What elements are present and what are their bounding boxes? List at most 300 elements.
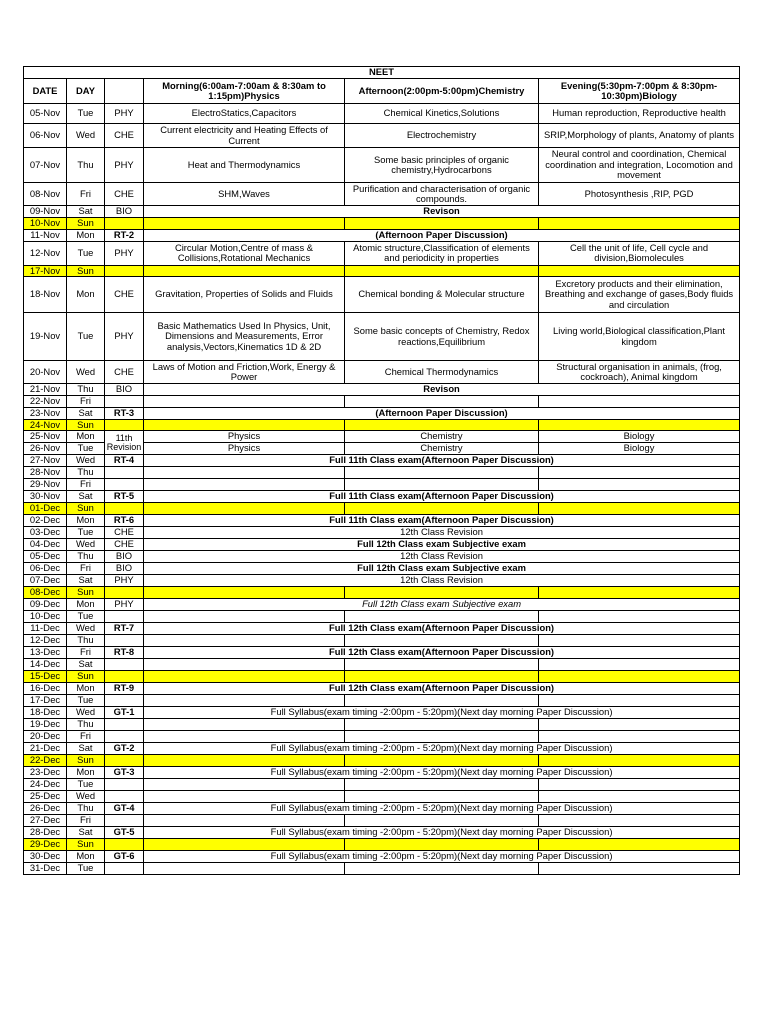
- day-cell: Wed: [67, 124, 105, 148]
- afternoon-cell: [345, 839, 539, 851]
- subject-code-cell: [105, 815, 144, 827]
- subject-code-cell: RT-4: [105, 455, 144, 467]
- day-cell: Mon: [67, 851, 105, 863]
- day-cell: Mon: [67, 599, 105, 611]
- date-cell: 30-Dec: [24, 851, 67, 863]
- date-cell: 09-Nov: [24, 206, 67, 218]
- subject-code-cell: BIO: [105, 551, 144, 563]
- evening-cell: [539, 839, 740, 851]
- morning-cell: [144, 479, 345, 491]
- subject-code-cell: [105, 779, 144, 791]
- table-row: [24, 599, 740, 611]
- date-cell: 10-Nov: [24, 218, 67, 230]
- afternoon-cell: [345, 218, 539, 230]
- afternoon-cell: [345, 755, 539, 767]
- evening-cell: [539, 671, 740, 683]
- table-row: [24, 491, 740, 503]
- header-evening: Evening(5:30pm-7:00pm & 8:30pm-10:30pm)Biology: [539, 79, 740, 104]
- subject-code-cell: [105, 671, 144, 683]
- date-cell: 11-Nov: [24, 229, 67, 241]
- morning-cell: [144, 815, 345, 827]
- day-cell: Sat: [67, 659, 105, 671]
- subject-code-cell: CHE: [105, 539, 144, 551]
- day-cell: Sat: [67, 827, 105, 839]
- morning-cell: Current electricity and Heating Effects of Current: [144, 124, 345, 148]
- evening-cell: [539, 467, 740, 479]
- day-cell: Fri: [67, 647, 105, 659]
- date-cell: 20-Dec: [24, 731, 67, 743]
- table-row: [24, 755, 740, 767]
- day-cell: Thu: [67, 384, 105, 396]
- span-cell: Full 12th Class exam(Afternoon Paper Discussion): [144, 623, 740, 635]
- date-cell: 30-Nov: [24, 491, 67, 503]
- subject-code-cell: 11th Revision: [105, 431, 144, 455]
- table-row: [24, 659, 740, 671]
- morning-cell: [144, 396, 345, 408]
- morning-cell: Physics: [144, 431, 345, 443]
- date-cell: 28-Dec: [24, 827, 67, 839]
- day-cell: Wed: [67, 539, 105, 551]
- morning-cell: [144, 695, 345, 707]
- subject-code-cell: [105, 731, 144, 743]
- day-cell: Thu: [67, 803, 105, 815]
- day-cell: Tue: [67, 241, 105, 265]
- date-cell: 07-Nov: [24, 148, 67, 183]
- day-cell: Wed: [67, 707, 105, 719]
- afternoon-cell: [345, 779, 539, 791]
- evening-cell: Biology: [539, 443, 740, 455]
- subject-code-cell: [105, 479, 144, 491]
- span-cell: Full 12th Class exam(Afternoon Paper Discussion): [144, 683, 740, 695]
- afternoon-cell: [345, 479, 539, 491]
- span-cell: Full Syllabus(exam timing -2:00pm - 5:20pm)(Next day morning Paper Discussion): [144, 707, 740, 719]
- day-cell: Sun: [67, 755, 105, 767]
- morning-cell: [144, 755, 345, 767]
- date-cell: 29-Dec: [24, 839, 67, 851]
- table-row: [24, 827, 740, 839]
- table-row: [24, 539, 740, 551]
- date-cell: 09-Dec: [24, 599, 67, 611]
- evening-cell: Excretory products and their elimination, Breathing and exchange of gases,Body fluids and circulation: [539, 277, 740, 313]
- day-cell: Wed: [67, 361, 105, 384]
- afternoon-cell: [345, 815, 539, 827]
- table-row: [24, 587, 740, 599]
- date-cell: 19-Nov: [24, 313, 67, 361]
- table-row: [24, 731, 740, 743]
- table-row: [24, 124, 740, 148]
- date-cell: 08-Nov: [24, 183, 67, 206]
- neet-schedule-table: [23, 66, 740, 875]
- subject-code-cell: RT-9: [105, 683, 144, 695]
- date-cell: 08-Dec: [24, 587, 67, 599]
- morning-cell: [144, 863, 345, 875]
- afternoon-cell: [345, 503, 539, 515]
- evening-cell: Neural control and coordination, Chemical coordination and integration, Locomotion and movement: [539, 148, 740, 183]
- date-cell: 26-Nov: [24, 443, 67, 455]
- day-cell: Thu: [67, 551, 105, 563]
- day-cell: Tue: [67, 695, 105, 707]
- date-cell: 12-Dec: [24, 635, 67, 647]
- evening-cell: [539, 396, 740, 408]
- span-cell: Full 12th Class exam Subjective exam: [144, 599, 740, 611]
- morning-cell: [144, 671, 345, 683]
- table-row: [24, 431, 740, 443]
- afternoon-cell: Chemistry: [345, 443, 539, 455]
- table-row: [24, 407, 740, 419]
- evening-cell: [539, 218, 740, 230]
- evening-cell: Cell the unit of life, Cell cycle and division,Biomolecules: [539, 241, 740, 265]
- day-cell: Mon: [67, 277, 105, 313]
- day-cell: Sat: [67, 575, 105, 587]
- day-cell: Thu: [67, 635, 105, 647]
- morning-cell: Laws of Motion and Friction,Work, Energy & Power: [144, 361, 345, 384]
- schedule-body: [24, 104, 740, 875]
- day-cell: Wed: [67, 455, 105, 467]
- evening-cell: [539, 731, 740, 743]
- morning-cell: [144, 731, 345, 743]
- table-row: [24, 527, 740, 539]
- table-row: [24, 277, 740, 313]
- table-row: [24, 803, 740, 815]
- subject-code-cell: [105, 863, 144, 875]
- morning-cell: [144, 611, 345, 623]
- date-cell: 12-Nov: [24, 241, 67, 265]
- evening-cell: [539, 479, 740, 491]
- afternoon-cell: [345, 719, 539, 731]
- morning-cell: Heat and Thermodynamics: [144, 148, 345, 183]
- evening-cell: Biology: [539, 431, 740, 443]
- span-cell: Full Syllabus(exam timing -2:00pm - 5:20pm)(Next day morning Paper Discussion): [144, 851, 740, 863]
- span-cell: Full Syllabus(exam timing -2:00pm - 5:20pm)(Next day morning Paper Discussion): [144, 827, 740, 839]
- table-row: [24, 229, 740, 241]
- header-day: DAY: [67, 79, 105, 104]
- day-cell: Tue: [67, 104, 105, 124]
- span-cell: (Afternoon Paper Discussion): [144, 229, 740, 241]
- date-cell: 21-Dec: [24, 743, 67, 755]
- afternoon-cell: [345, 671, 539, 683]
- day-cell: Fri: [67, 183, 105, 206]
- table-row: [24, 791, 740, 803]
- table-row: [24, 148, 740, 183]
- day-cell: Sat: [67, 206, 105, 218]
- span-cell: Full Syllabus(exam timing -2:00pm - 5:20pm)(Next day morning Paper Discussion): [144, 803, 740, 815]
- date-cell: 02-Dec: [24, 515, 67, 527]
- date-cell: 03-Dec: [24, 527, 67, 539]
- evening-cell: Living world,Biological classification,Plant kingdom: [539, 313, 740, 361]
- table-row: [24, 396, 740, 408]
- afternoon-cell: Purification and characterisation of organic compounds.: [345, 183, 539, 206]
- table-row: [24, 707, 740, 719]
- date-cell: 15-Dec: [24, 671, 67, 683]
- day-cell: Fri: [67, 815, 105, 827]
- afternoon-cell: Some basic concepts of Chemistry, Redox reactions,Equilibrium: [345, 313, 539, 361]
- subject-code-cell: BIO: [105, 563, 144, 575]
- evening-cell: [539, 503, 740, 515]
- day-cell: Mon: [67, 229, 105, 241]
- day-cell: Fri: [67, 563, 105, 575]
- evening-cell: [539, 419, 740, 431]
- morning-cell: [144, 587, 345, 599]
- table-row: [24, 479, 740, 491]
- table-row: [24, 563, 740, 575]
- day-cell: Sun: [67, 839, 105, 851]
- table-row: [24, 635, 740, 647]
- date-cell: 10-Dec: [24, 611, 67, 623]
- table-row: [24, 384, 740, 396]
- subject-code-cell: CHE: [105, 183, 144, 206]
- table-row: [24, 419, 740, 431]
- day-cell: Tue: [67, 313, 105, 361]
- morning-cell: [144, 635, 345, 647]
- subject-code-cell: [105, 218, 144, 230]
- span-cell: Revison: [144, 384, 740, 396]
- day-cell: Sun: [67, 265, 105, 277]
- subject-code-cell: [105, 635, 144, 647]
- table-row: [24, 851, 740, 863]
- morning-cell: [144, 779, 345, 791]
- afternoon-cell: [345, 659, 539, 671]
- day-cell: Sat: [67, 407, 105, 419]
- date-cell: 25-Nov: [24, 431, 67, 443]
- table-row: [24, 104, 740, 124]
- date-cell: 06-Dec: [24, 563, 67, 575]
- date-cell: 13-Dec: [24, 647, 67, 659]
- table-row: [24, 503, 740, 515]
- afternoon-cell: Chemical Kinetics,Solutions: [345, 104, 539, 124]
- subject-code-cell: PHY: [105, 148, 144, 183]
- table-row: [24, 623, 740, 635]
- afternoon-cell: [345, 635, 539, 647]
- morning-cell: [144, 719, 345, 731]
- morning-cell: Physics: [144, 443, 345, 455]
- afternoon-cell: [345, 265, 539, 277]
- span-cell: Full 11th Class exam(Afternoon Paper Discussion): [144, 491, 740, 503]
- day-cell: Tue: [67, 443, 105, 455]
- subject-code-cell: RT-3: [105, 407, 144, 419]
- subject-code-cell: GT-3: [105, 767, 144, 779]
- afternoon-cell: [345, 611, 539, 623]
- subject-code-cell: RT-6: [105, 515, 144, 527]
- table-row: [24, 183, 740, 206]
- table-row: [24, 265, 740, 277]
- date-cell: 23-Dec: [24, 767, 67, 779]
- day-cell: Tue: [67, 611, 105, 623]
- date-cell: 27-Dec: [24, 815, 67, 827]
- subject-code-cell: [105, 659, 144, 671]
- evening-cell: [539, 719, 740, 731]
- day-cell: Wed: [67, 791, 105, 803]
- subject-code-cell: [105, 839, 144, 851]
- evening-cell: [539, 611, 740, 623]
- day-cell: Sun: [67, 218, 105, 230]
- subject-code-cell: PHY: [105, 313, 144, 361]
- date-cell: 05-Nov: [24, 104, 67, 124]
- subject-code-cell: PHY: [105, 599, 144, 611]
- subject-code-cell: GT-4: [105, 803, 144, 815]
- evening-cell: SRIP,Morphology of plants, Anatomy of plants: [539, 124, 740, 148]
- afternoon-cell: Chemical Thermodynamics: [345, 361, 539, 384]
- day-cell: Sun: [67, 503, 105, 515]
- subject-code-cell: GT-1: [105, 707, 144, 719]
- date-cell: 18-Dec: [24, 707, 67, 719]
- subject-code-cell: GT-2: [105, 743, 144, 755]
- evening-cell: [539, 863, 740, 875]
- span-cell: Revison: [144, 206, 740, 218]
- morning-cell: [144, 419, 345, 431]
- subject-code-cell: [105, 503, 144, 515]
- subject-code-cell: CHE: [105, 124, 144, 148]
- header-morning: Morning(6:00am-7:00am & 8:30am to 1:15pm)Physics: [144, 79, 345, 104]
- date-cell: 20-Nov: [24, 361, 67, 384]
- day-cell: Sun: [67, 419, 105, 431]
- evening-cell: Human reproduction, Reproductive health: [539, 104, 740, 124]
- evening-cell: [539, 791, 740, 803]
- table-row: [24, 218, 740, 230]
- afternoon-cell: Atomic structure,Classification of elements and periodicity in properties: [345, 241, 539, 265]
- date-cell: 25-Dec: [24, 791, 67, 803]
- span-cell: Full 11th Class exam(Afternoon Paper Discussion): [144, 515, 740, 527]
- morning-cell: [144, 659, 345, 671]
- span-cell: Full 12th Class exam Subjective exam: [144, 563, 740, 575]
- date-cell: 11-Dec: [24, 623, 67, 635]
- date-cell: 07-Dec: [24, 575, 67, 587]
- day-cell: Wed: [67, 623, 105, 635]
- subject-code-cell: RT-5: [105, 491, 144, 503]
- evening-cell: [539, 815, 740, 827]
- afternoon-cell: [345, 731, 539, 743]
- evening-cell: [539, 695, 740, 707]
- table-row: [24, 719, 740, 731]
- subject-code-cell: CHE: [105, 527, 144, 539]
- table-row: [24, 779, 740, 791]
- evening-cell: [539, 779, 740, 791]
- morning-cell: SHM,Waves: [144, 183, 345, 206]
- header-code: [105, 79, 144, 104]
- table-row: [24, 743, 740, 755]
- table-row: [24, 206, 740, 218]
- header-afternoon: Afternoon(2:00pm-5:00pm)Chemistry: [345, 79, 539, 104]
- date-cell: 23-Nov: [24, 407, 67, 419]
- morning-cell: ElectroStatics,Capacitors: [144, 104, 345, 124]
- subject-code-cell: GT-6: [105, 851, 144, 863]
- subject-code-cell: RT-8: [105, 647, 144, 659]
- afternoon-cell: Some basic principles of organic chemistry,Hydrocarbons: [345, 148, 539, 183]
- afternoon-cell: [345, 467, 539, 479]
- subject-code-cell: BIO: [105, 206, 144, 218]
- table-row: [24, 551, 740, 563]
- date-cell: 21-Nov: [24, 384, 67, 396]
- date-cell: 01-Dec: [24, 503, 67, 515]
- morning-cell: Gravitation, Properties of Solids and Fluids: [144, 277, 345, 313]
- subject-code-cell: [105, 755, 144, 767]
- morning-cell: [144, 791, 345, 803]
- span-cell: 12th Class Revision: [144, 527, 740, 539]
- day-cell: Thu: [67, 719, 105, 731]
- evening-cell: [539, 659, 740, 671]
- afternoon-cell: [345, 863, 539, 875]
- span-cell: Full 11th Class exam(Afternoon Paper Discussion): [144, 455, 740, 467]
- span-cell: Full 12th Class exam Subjective exam: [144, 539, 740, 551]
- afternoon-cell: Electrochemistry: [345, 124, 539, 148]
- date-cell: 31-Dec: [24, 863, 67, 875]
- evening-cell: [539, 755, 740, 767]
- day-cell: Tue: [67, 779, 105, 791]
- header-row: [24, 79, 740, 104]
- date-cell: 18-Nov: [24, 277, 67, 313]
- afternoon-cell: [345, 791, 539, 803]
- date-cell: 22-Dec: [24, 755, 67, 767]
- table-row: [24, 647, 740, 659]
- subject-code-cell: [105, 695, 144, 707]
- date-cell: 17-Nov: [24, 265, 67, 277]
- afternoon-cell: [345, 396, 539, 408]
- table-title: NEET: [24, 67, 740, 79]
- table-row: [24, 863, 740, 875]
- evening-cell: [539, 635, 740, 647]
- morning-cell: Circular Motion,Centre of mass & Collisions,Rotational Mechanics: [144, 241, 345, 265]
- table-row: [24, 815, 740, 827]
- date-cell: 24-Nov: [24, 419, 67, 431]
- date-cell: 24-Dec: [24, 779, 67, 791]
- subject-code-cell: PHY: [105, 241, 144, 265]
- date-cell: 22-Nov: [24, 396, 67, 408]
- subject-code-cell: RT-7: [105, 623, 144, 635]
- date-cell: 06-Nov: [24, 124, 67, 148]
- day-cell: Thu: [67, 148, 105, 183]
- table-row: [24, 575, 740, 587]
- subject-code-cell: [105, 467, 144, 479]
- afternoon-cell: [345, 419, 539, 431]
- span-cell: 12th Class Revision: [144, 551, 740, 563]
- morning-cell: [144, 265, 345, 277]
- date-cell: 14-Dec: [24, 659, 67, 671]
- day-cell: Mon: [67, 683, 105, 695]
- morning-cell: Basic Mathematics Used In Physics, Unit, Dimensions and Measurements, Error analysis,Vectors,Kinematics 1D & 2D: [144, 313, 345, 361]
- date-cell: 29-Nov: [24, 479, 67, 491]
- date-cell: 04-Dec: [24, 539, 67, 551]
- date-cell: 26-Dec: [24, 803, 67, 815]
- evening-cell: Photosynthesis ,RIP, PGD: [539, 183, 740, 206]
- span-cell: (Afternoon Paper Discussion): [144, 407, 740, 419]
- title-row: [24, 67, 740, 79]
- table-row: [24, 695, 740, 707]
- afternoon-cell: [345, 587, 539, 599]
- subject-code-cell: [105, 419, 144, 431]
- date-cell: 05-Dec: [24, 551, 67, 563]
- date-cell: 27-Nov: [24, 455, 67, 467]
- day-cell: Sun: [67, 587, 105, 599]
- span-cell: Full 12th Class exam(Afternoon Paper Discussion): [144, 647, 740, 659]
- span-cell: Full Syllabus(exam timing -2:00pm - 5:20pm)(Next day morning Paper Discussion): [144, 767, 740, 779]
- morning-cell: [144, 218, 345, 230]
- table-row: [24, 683, 740, 695]
- day-cell: Tue: [67, 863, 105, 875]
- subject-code-cell: CHE: [105, 277, 144, 313]
- header-date: DATE: [24, 79, 67, 104]
- morning-cell: [144, 839, 345, 851]
- evening-cell: [539, 587, 740, 599]
- table-row: [24, 671, 740, 683]
- subject-code-cell: PHY: [105, 104, 144, 124]
- subject-code-cell: BIO: [105, 384, 144, 396]
- date-cell: 17-Dec: [24, 695, 67, 707]
- subject-code-cell: [105, 265, 144, 277]
- table-row: [24, 611, 740, 623]
- subject-code-cell: CHE: [105, 361, 144, 384]
- day-cell: Fri: [67, 479, 105, 491]
- subject-code-cell: GT-5: [105, 827, 144, 839]
- date-cell: 16-Dec: [24, 683, 67, 695]
